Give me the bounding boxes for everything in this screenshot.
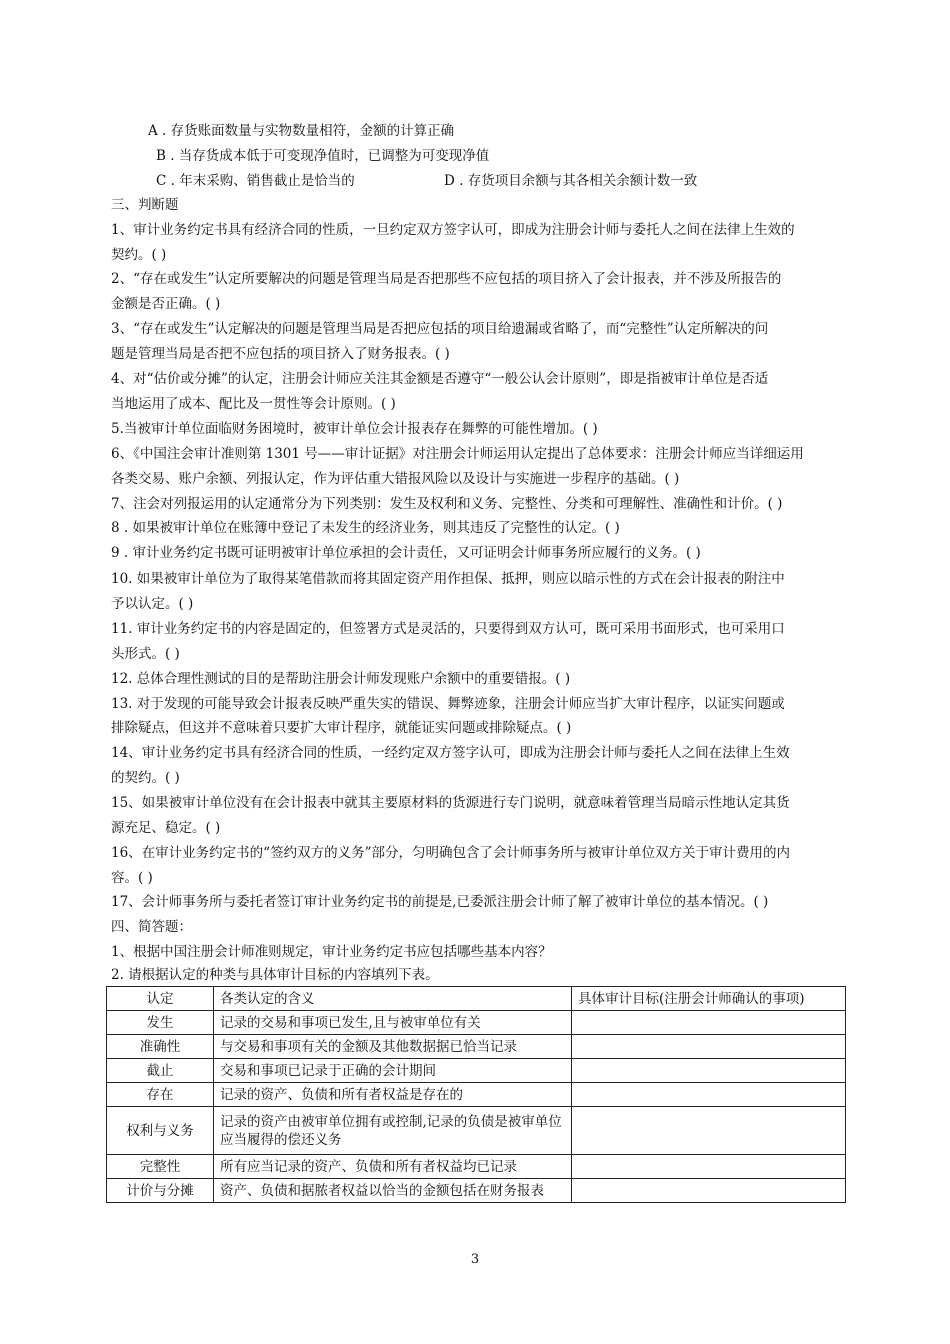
judgement-line: 10. 如果被审计单位为了取得某笔借款而将其固定资产用作担保、抵押，则应以暗示性的方式在会计报表的附注中 — [111, 571, 785, 587]
judgement-line: 12. 总体合理性测试的目的是帮助注册会计师发现账户余额中的重要错报。( ) — [111, 671, 571, 687]
table-header-cell: 各类认定的含义 — [214, 987, 572, 1011]
table-row — [107, 1107, 846, 1155]
section-heading-judgement: 三、判断题 — [111, 197, 179, 213]
judgement-line: 头形式。( ) — [111, 646, 180, 662]
table-row — [107, 1059, 846, 1083]
judgement-line: 予以认定。( ) — [111, 596, 194, 612]
assertion-meaning-cell: 所有应当记录的资产、负债和所有者权益均已记录 — [214, 1155, 572, 1179]
assertion-name-cell: 计价与分摊 — [107, 1179, 214, 1203]
option-a: A . 存货账面数量与实物数量相符，金额的计算正确 — [148, 123, 455, 139]
assertion-name-cell: 存在 — [107, 1083, 214, 1107]
assertion-meaning-cell: 记录的交易和事项已发生,且与被审单位有关 — [214, 1011, 572, 1035]
assertion-meaning-cell: 交易和事项已记录于正确的会计期间 — [214, 1059, 572, 1083]
table-header-cell: 认定 — [107, 987, 214, 1011]
audit-goal-cell — [572, 1035, 846, 1059]
judgement-line: 契约。( ) — [111, 247, 167, 263]
table-row — [107, 1011, 846, 1035]
assertion-name-cell: 完整性 — [107, 1155, 214, 1179]
audit-goal-cell — [572, 1059, 846, 1083]
assertion-meaning-cell: 资产、负债和据脓者权益以恰当的金额包括在财务报表 — [214, 1179, 572, 1203]
judgement-line: 5.当被审计单位面临财务困境时，被审计单位会计报表存在舞弊的可能性增加。( ) — [111, 421, 598, 437]
judgement-line: 16、在审计业务约定书的“签约双方的义务”部分，匀明确包含了会计师事务所与被审计单位双方关于审计费用的内 — [111, 845, 790, 861]
judgement-line: 的契约。( ) — [111, 770, 180, 786]
judgement-line: 2、“存在或发生”认定所要解决的问题是管理当局是否把那些不应包括的项目挤入了会计报表，并不涉及所报告的 — [111, 271, 782, 287]
judgement-line: 当地运用了成本、配比及一贯性等会计原则。( ) — [111, 396, 396, 412]
audit-goal-cell — [572, 1083, 846, 1107]
judgement-line: 各类交易、账户余额、列报认定，作为评估重大错报风险以及设计与实施进一步程序的基础。( ) — [111, 471, 680, 487]
assertion-meaning-cell: 记录的资产、负债和所有者权益是存在的 — [214, 1083, 572, 1107]
assertion-meaning-cell: 记录的资产由被审单位拥有或控制,记录的负债是被审单位应当履得的偿还义务 — [214, 1107, 572, 1155]
audit-goal-cell — [572, 1011, 846, 1035]
assertion-table — [106, 986, 846, 1203]
judgement-line: 容。( ) — [111, 870, 153, 886]
assertion-name-cell: 权利与义务 — [107, 1107, 214, 1155]
table-row — [107, 1179, 846, 1203]
judgement-line: 17、会计师事务所与委托者签订审计业务约定书的前提是,已委派注册会计师了解了被审计单位的基本情况。( ) — [111, 894, 769, 910]
page-number: 3 — [470, 1252, 480, 1267]
assertion-name-cell: 截止 — [107, 1059, 214, 1083]
judgement-line: 源充足、稳定。( ) — [111, 820, 221, 836]
audit-goal-cell — [572, 1179, 846, 1203]
table-header-cell: 具体审计目标(注册会计师确认的事项) — [572, 987, 846, 1011]
option-b: B . 当存货成本低于可变现净值时，已调整为可变现净值 — [156, 148, 490, 164]
audit-goal-cell — [572, 1107, 846, 1155]
option-d: D . 存货项目余额与其各相关余额计数一致 — [444, 173, 698, 189]
judgement-line: 7、注会对列报运用的认定通常分为下列类别：发生及权利和义务、完整性、分类和可理解性、准确性和计价。( ) — [111, 496, 783, 512]
audit-goal-cell — [572, 1155, 846, 1179]
judgement-line: 排除疑点，但这并不意味着只要扩大审计程序，就能证实问题或排除疑点。( ) — [111, 720, 572, 736]
assertion-meaning-cell: 与交易和事项有关的金额及其他数据据已恰当记录 — [214, 1035, 572, 1059]
section-heading-short-answer: 四、简答题： — [111, 919, 192, 935]
assertion-name-cell: 准确性 — [107, 1035, 214, 1059]
judgement-line: 4、对“估价或分摊”的认定，注册会计师应关注其金额是否遵守“一般公认会计原则”，即是指被审计单位是否适 — [111, 371, 769, 387]
table-row — [107, 1155, 846, 1179]
table-row — [107, 1035, 846, 1059]
short-answer-question-1: 1、根据中国注册会计师准则规定，审计业务约定书应包括哪些基本内容？ — [111, 944, 552, 960]
short-answer-question-2: 2. 请根据认定的种类与具体审计目标的内容填列下表。 — [111, 967, 439, 983]
judgement-line: 11. 审计业务约定书的内容是固定的，但签署方式是灵活的，只要得到双方认可，既可采用书面形式，也可采用口 — [111, 621, 785, 637]
judgement-line: 8 . 如果被审计单位在账簿中登记了未发生的经济业务，则其违反了完整性的认定。( ) — [111, 520, 620, 536]
option-c: C . 年末采购、销售截止是恰当的 — [156, 173, 355, 189]
table-row — [107, 1083, 846, 1107]
judgement-line: 题是管理当局是否把不应包括的项目挤入了财务报表。( ) — [111, 346, 450, 362]
judgement-line: 1、审计业务约定书具有经济合同的性质，一旦约定双方签字认可，即成为注册会计师与委托人之间在法律上生效的 — [111, 222, 795, 238]
judgement-line: 14、审计业务约定书具有经济合同的性质，一经约定双方签字认可，即成为注册会计师与委托人之间在法律上生效 — [111, 745, 790, 761]
assertion-name-cell: 发生 — [107, 1011, 214, 1035]
judgement-line: 金额是否正确。( ) — [111, 296, 221, 312]
judgement-line: 3、“存在或发生”认定解决的问题是管理当局是否把应包括的项目给遗漏或省略了，而“完整性”认定所解决的问 — [111, 321, 769, 337]
judgement-line: 13. 对于发现的可能导致会计报表反映严重失实的错误、舞弊迹象，注册会计师应当扩大审计程序，以证实问题或 — [111, 696, 785, 712]
table-header-row — [107, 987, 846, 1011]
judgement-line: 15、如果被审计单位没有在会计报表中就其主要原材料的货源进行专门说明，就意味着管理当局暗示性地认定其货 — [111, 795, 790, 811]
judgement-line: 9 . 审计业务约定书既可证明被审计单位承担的会计责任，又可证明会计师事务所应履行的义务。( ) — [111, 545, 701, 561]
judgement-line: 6、《中国注会审计准则第 1301 号——审计证据》对注册会计师运用认定提出了总体要求：注册会计师应当详细运用 — [111, 446, 804, 462]
